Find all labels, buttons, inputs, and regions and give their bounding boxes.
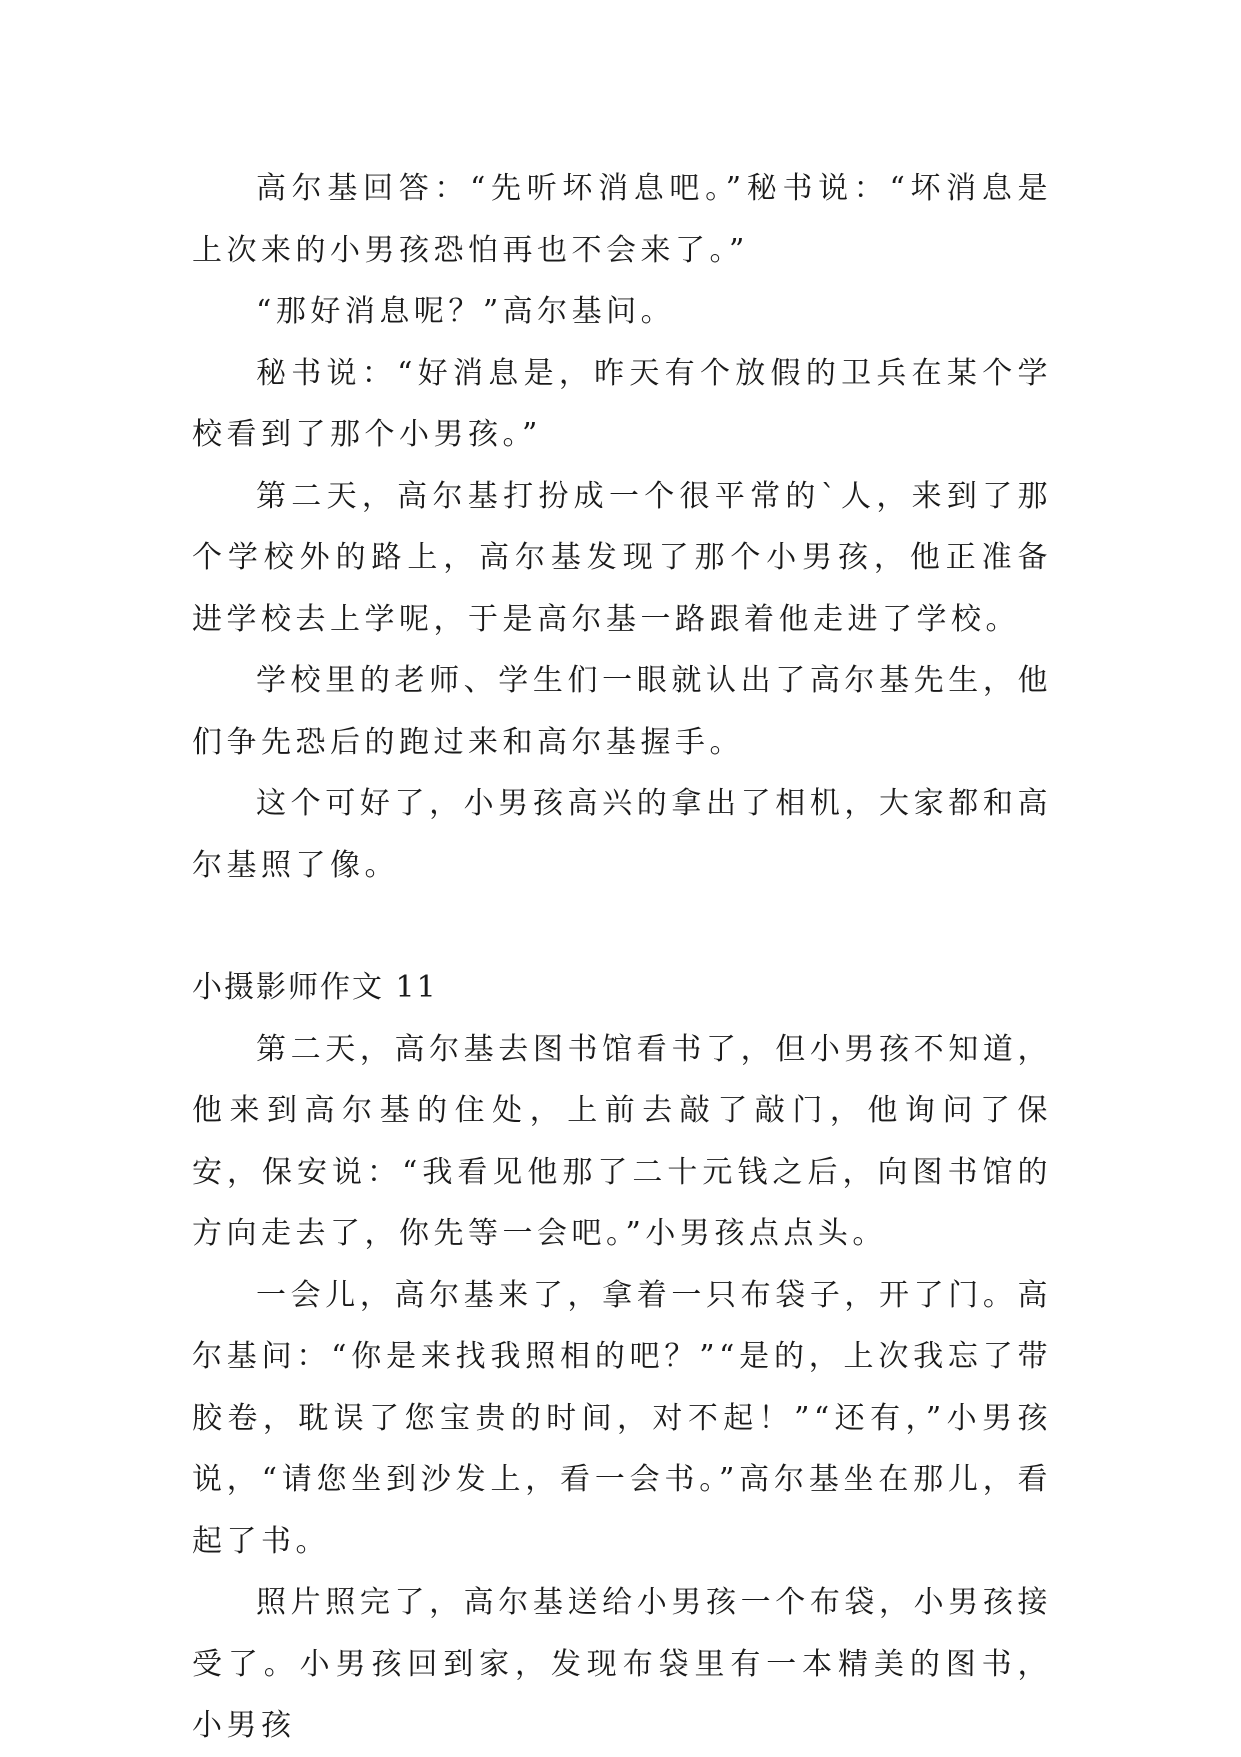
section-spacer [192, 896, 1052, 957]
paragraph: 学校里的老师、学生们一眼就认出了高尔基先生，他们争先恐后的跑过来和高尔基握手。 [192, 663, 1052, 760]
paragraph: 高尔基回答：“先听坏消息吧。”秘书说：“坏消息是上次来的小男孩恐怕再也不会来了。” [192, 171, 1052, 268]
paragraph: 第二天，高尔基打扮成一个很平常的`人，来到了那个学校外的路上，高尔基发现了那个小男孩，他正准备进学校去上学呢，于是高尔基一路跟着他走进了学校。 [192, 478, 1052, 637]
document-page [192, 158, 1052, 1757]
paragraph: “那好消息呢？”高尔基问。 [256, 294, 676, 329]
paragraph: 这个可好了，小男孩高兴的拿出了相机，大家都和高尔基照了像。 [192, 786, 1052, 883]
paragraph: 秘书说：“好消息是，昨天有个放假的卫兵在某个学校看到了那个小男孩。” [192, 355, 1052, 452]
paragraph: 第二天，高尔基去图书馆看书了，但小男孩不知道，他来到高尔基的住处，上前去敲了敲门，他询问了保安，保安说：“我看见他那了二十元钱之后，向图书馆的方向走去了，你先等一会吧。”小男孩点点头。 [192, 1031, 1052, 1251]
section-title: 小摄影师作文 11 [192, 970, 438, 1005]
paragraph: 一会儿，高尔基来了，拿着一只布袋子，开了门。高尔基问：“你是来找我照相的吧？”“是的，上次我忘了带胶卷，耽误了您宝贵的时间，对不起！”“还有，”小男孩说，“请您坐到沙发上，看一会书。”高尔基坐在那儿，看起了书。 [192, 1277, 1052, 1559]
paragraph: 照片照完了，高尔基送给小男孩一个布袋，小男孩接受了。小男孩回到家，发现布袋里有一本精美的图书，小男孩 [192, 1585, 1052, 1743]
